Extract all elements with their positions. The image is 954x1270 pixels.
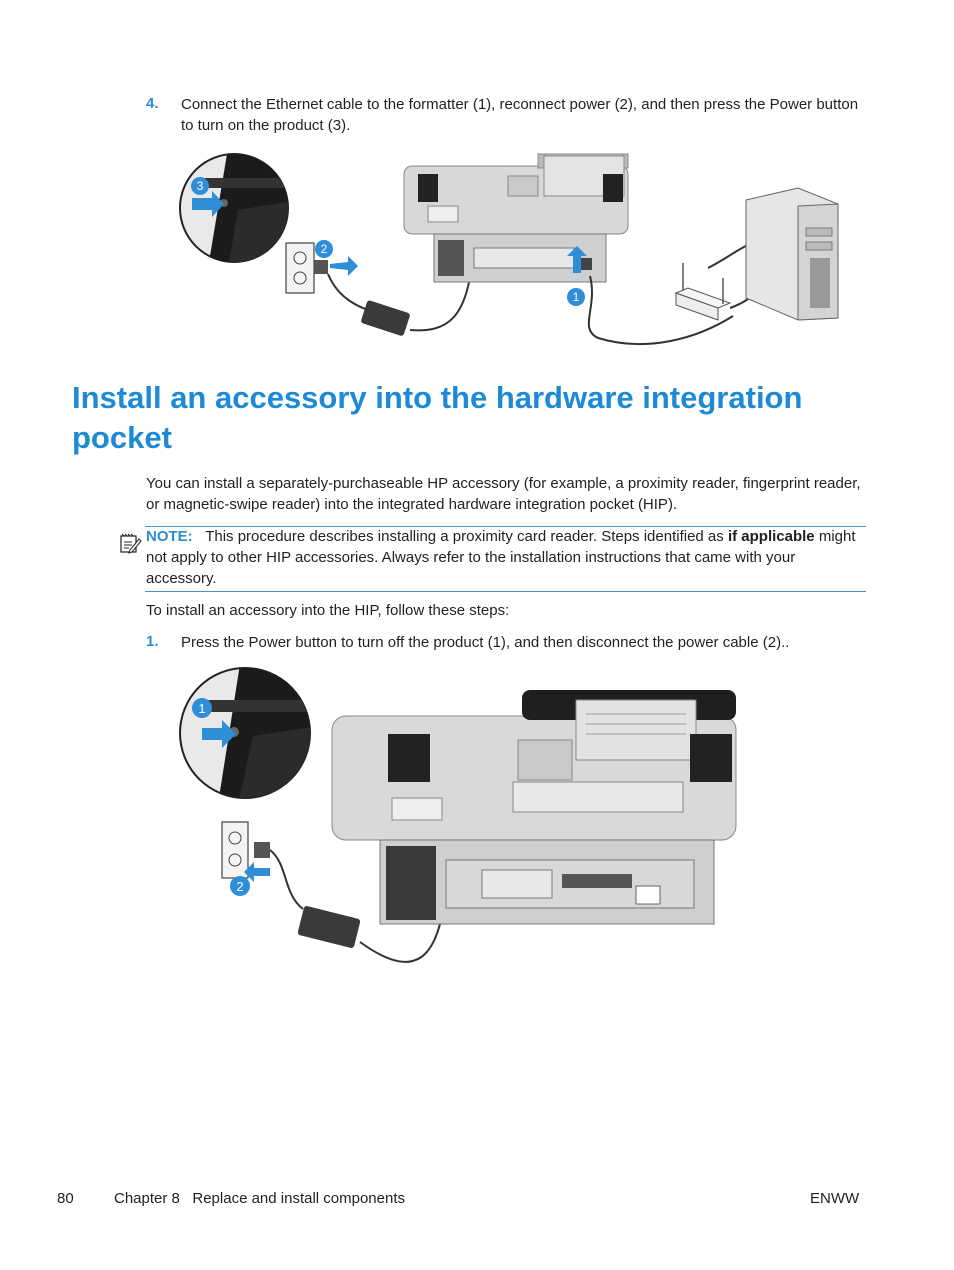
lead-in-text: To install an accessory into the HIP, follow these steps: [146, 602, 510, 619]
svg-text:1: 1 [572, 290, 580, 304]
svg-text:2: 2 [320, 242, 328, 256]
section-title: Install an accessory into the hardware integration pocket [72, 380, 803, 455]
note-text [146, 526, 864, 589]
note-body-2: might not apply to other HIP accessories. Always refer to the installation instructions that came with your accessory. [146, 528, 856, 587]
footer-right: ENWW [810, 1190, 860, 1207]
svg-text:1: 1 [198, 701, 206, 716]
figure-disconnect-power [178, 664, 742, 982]
scanner-rear [404, 154, 628, 282]
callout-2 [315, 240, 333, 258]
scanner-rear [332, 690, 736, 924]
svg-text:2: 2 [236, 879, 244, 894]
step-text: Connect the Ethernet cable to the formatter (1), reconnect power (2), and then press the Power button to turn on the product (3). [181, 96, 859, 134]
intro-paragraph: You can install a separately-purchaseable HP accessory (for example, a proximity reader, fingerprint reader, or magnetic-swipe reader) into the integrated hardware integration pocket (HIP). [146, 475, 861, 513]
network-router [676, 263, 730, 320]
note-label: NOTE: [146, 528, 193, 545]
note-bold: if applicable [727, 528, 815, 545]
power-button-zoom [180, 148, 298, 268]
figure-connect-cables [178, 148, 843, 354]
note-body-1: This procedure describes installing a proximity card reader. Steps identified as [205, 528, 728, 545]
power-button-zoom [180, 664, 323, 804]
computer-tower [746, 188, 838, 320]
note-icon [118, 531, 142, 555]
chapter-title: Chapter 8 Replace and install components [114, 1190, 406, 1207]
callout-1 [567, 288, 585, 306]
step-number: 4. [146, 95, 159, 112]
step-number: 1. [146, 633, 159, 650]
svg-text:3: 3 [196, 179, 204, 193]
page-number: 80 [57, 1190, 74, 1207]
callout-1 [192, 698, 212, 718]
callout-3 [191, 177, 209, 195]
step-text: Press the Power button to turn off the product (1), and then disconnect the power cable (2).. [181, 634, 790, 651]
callout-2 [230, 876, 250, 896]
